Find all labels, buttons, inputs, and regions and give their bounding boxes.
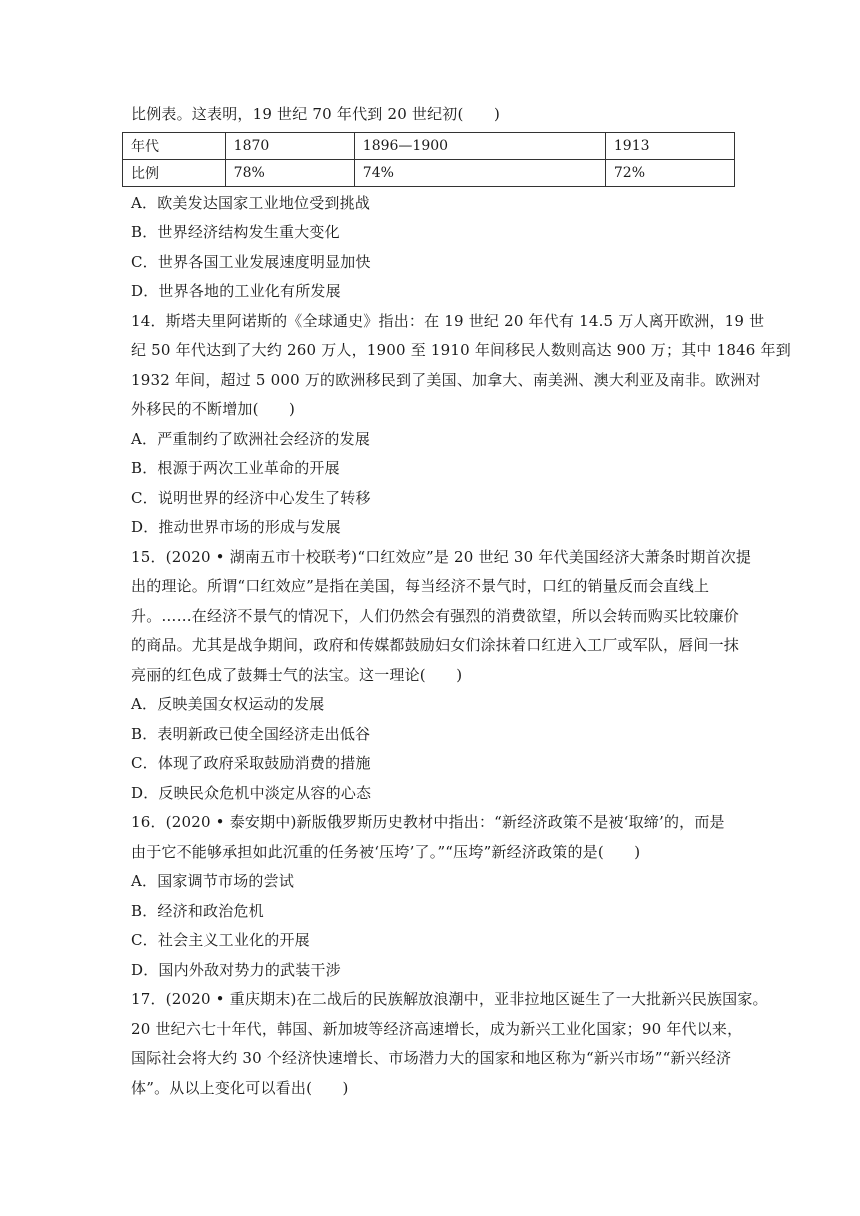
option-b: B．表明新政已使全国经济走出低谷 [131,724,371,743]
table-row [123,159,735,186]
question-15-stem-line: 升。……在经济不景气的情况下，人们仍然会有强烈的消费欲望，所以会转而购买比较廉价 [131,606,740,625]
option-d: D．国内外敌对势力的武装干涉 [131,960,341,979]
question-14-stem-line: 14．斯塔夫里阿诺斯的《全球通史》指出：在 19 世纪 20 年代有 14.5 万人离开欧洲，19 世 [131,311,765,330]
question-15-stem-line: 亮丽的红色成了鼓舞士气的法宝。这一理论( ) [131,665,463,684]
question-17-stem-line: 20 世纪六七十年代，韩国、新加坡等经济高速增长，成为新兴工业化国家；90 年代以来， [131,1019,743,1038]
question-14 [131,307,791,543]
question-15-stem-line: 出的理论。所谓“口红效应”是指在美国，每当经济不景气时，口红的销量反而会直线上 [131,577,710,595]
option-b: B．经济和政治危机 [131,901,264,920]
option-a: A．国家调节市场的尝试 [131,872,295,890]
table-cell: 72% [605,159,734,186]
question-17-stem-line: 17．(2020 • 重庆期末)在二战后的民族解放浪潮中，亚非拉地区诞生了一大批新兴民族国家。 [131,990,768,1008]
question-15 [131,543,752,809]
question-13-stem: 比例表。这表明，19 世纪 70 年代到 20 世纪初( ) [131,105,501,123]
option-d: D．世界各地的工业化有所发展 [131,282,341,300]
option-c: C．世界各国工业发展速度明显加快 [131,252,371,271]
option-c: C．社会主义工业化的开展 [131,931,310,949]
question-14-stem-line: 纪 50 年代达到了大约 260 万人，1900 至 1910 年间移民人数则高达 900 万；其中 1846 年到 [131,341,791,359]
question-15-stem-line: 的商品。尤其是战争期间，政府和传媒都鼓励妇女们涂抹着口红进入工厂或军队，唇间一抹 [131,636,740,654]
ratio-table [122,132,735,187]
option-b: B．世界经济结构发生重大变化 [131,223,340,241]
option-c: C．说明世界的经济中心发生了转移 [131,488,371,507]
question-13 [131,100,741,307]
option-c: C．体现了政府采取鼓励消费的措施 [131,754,371,772]
question-14-stem-line: 1932 年间，超过 5 000 万的欧洲移民到了美国、加拿大、南美洲、澳大利亚及南非。欧洲对 [131,370,761,389]
question-16 [131,808,741,985]
question-17-stem-line: 国际社会将大约 30 个经济快速增长、市场潜力大的国家和地区称为“新兴市场”“新兴经济 [131,1049,732,1067]
question-16-stem-line: 16．(2020 • 泰安期中)新版俄罗斯历史教材中指出：“新经济政策不是被‘取缔’的，而是 [131,813,725,831]
table-cell: 78% [225,159,354,186]
table-cell: 年代 [123,132,226,159]
option-d: D．反映民众危机中淡定从容的心态 [131,783,372,802]
table-cell: 1896—1900 [354,132,605,159]
option-a: A．欧美发达国家工业地位受到挑战 [131,193,371,212]
table-cell: 1913 [605,132,734,159]
table-cell: 比例 [123,159,226,186]
option-a: A．严重制约了欧洲社会经济的发展 [131,429,371,448]
table-row [123,132,735,159]
question-17 [131,985,768,1103]
option-b: B．根源于两次工业革命的开展 [131,459,340,477]
table-cell: 74% [354,159,605,186]
question-15-stem-line: 15．(2020 • 湖南五市十校联考)“口红效应”是 20 世纪 30 年代美国经济大萧条时期首次提 [131,547,752,566]
table-cell: 1870 [225,132,354,159]
worksheet-page [131,100,791,1103]
question-17-stem-line: 体”。从以上变化可以看出( ) [131,1078,349,1097]
option-d: D．推动世界市场的形成与发展 [131,518,341,536]
question-14-stem-line: 外移民的不断增加( ) [131,400,296,418]
question-16-stem-line: 由于它不能够承担如此沉重的任务被‘压垮’了。”“压垮”新经济政策的是( ) [131,842,641,861]
option-a: A．反映美国女权运动的发展 [131,695,325,713]
